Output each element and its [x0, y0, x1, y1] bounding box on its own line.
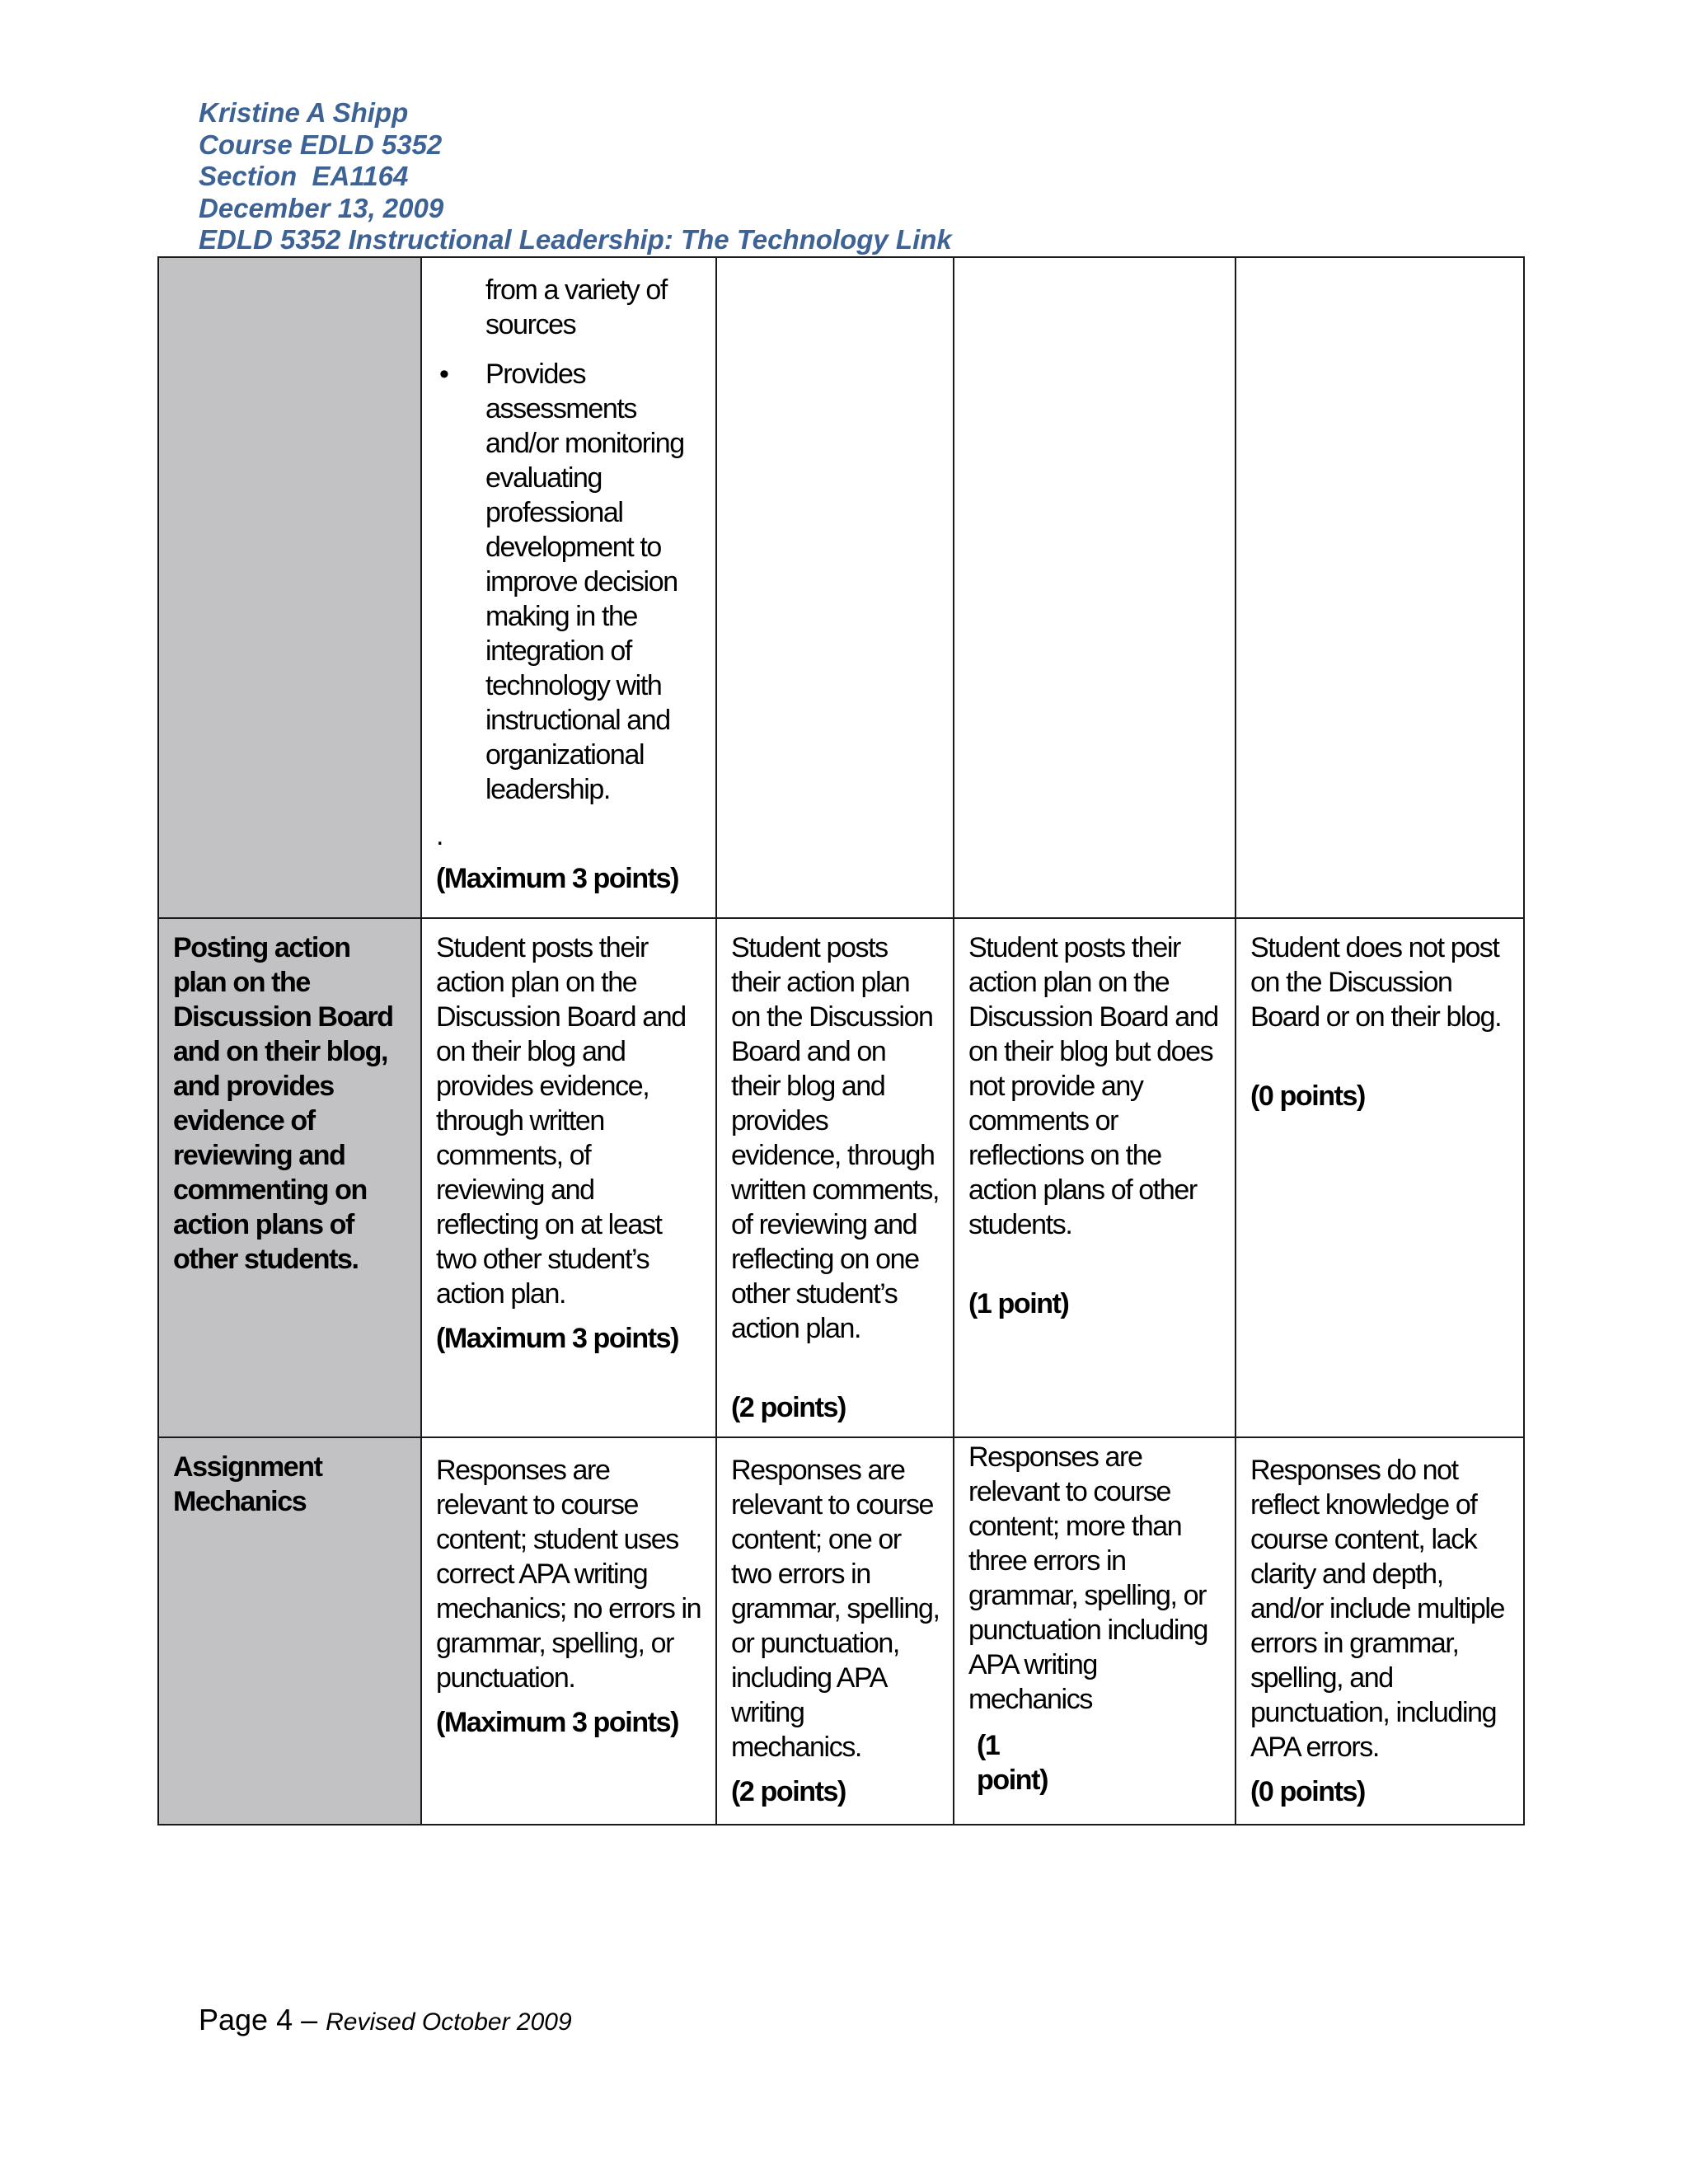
- document-header: [199, 97, 952, 256]
- course-title: EDLD 5352 Instructional Leadership: The Technology Link: [199, 224, 952, 255]
- criterion-cell: [158, 257, 421, 918]
- level-cell: [421, 1437, 716, 1825]
- points-label: (0 points): [1250, 1080, 1365, 1112]
- level-cell: [954, 257, 1236, 918]
- level-cell: [1236, 1437, 1524, 1825]
- level-cell: [954, 1437, 1236, 1825]
- points-label: (1 point): [977, 1730, 1048, 1796]
- rubric-table: [157, 256, 1525, 1825]
- level-description: Responses do not reflect knowledge of course content, lack clarity and depth, and/or include multiple errors in grammar, spelling, and punctuation, including APA errors.: [1250, 1455, 1504, 1763]
- page-number: Page 4 –: [199, 2003, 326, 2036]
- points-label: (Maximum 3 points): [436, 863, 679, 894]
- table-row: [158, 918, 1524, 1437]
- points-label: (Maximum 3 points): [436, 1323, 679, 1354]
- criterion-label: Posting action plan on the Discussion Board and on their blog, and provides evidence of reviewing and commenting on action plans of other students.: [173, 932, 393, 1275]
- points-label: (Maximum 3 points): [436, 1707, 679, 1738]
- points-label: (2 points): [731, 1776, 846, 1807]
- level-cell: [954, 918, 1236, 1437]
- level-cell: [421, 257, 716, 918]
- level-cell: [1236, 918, 1524, 1437]
- page-footer: [199, 2003, 572, 2037]
- points-label: (2 points): [731, 1392, 846, 1423]
- list-item: from a variety of sources: [485, 274, 667, 340]
- author-name: Kristine A Shipp: [199, 97, 409, 128]
- level-description: Student posts their action plan on the Discussion Board and on their blog but does not provide any comments or reflections on the action plans of other students.: [968, 932, 1218, 1240]
- level-description: Responses are relevant to course content; student uses correct APA writing mechanics; no errors in grammar, spelling, or punctuation.: [436, 1455, 701, 1694]
- level-description: Responses are relevant to course content; more than three errors in grammar, spelling, or punctuation including APA writing mechanics: [968, 1441, 1208, 1715]
- level-cell: [716, 1437, 954, 1825]
- section-label: Section EA1164: [199, 161, 409, 191]
- criterion-label: Assignment Mechanics: [173, 1451, 322, 1517]
- stray-dot: .: [436, 820, 443, 851]
- level-cell: [1236, 257, 1524, 918]
- criterion-cell: [158, 1437, 421, 1825]
- level-cell: [716, 257, 954, 918]
- points-label: (0 points): [1250, 1776, 1365, 1807]
- points-label: (1 point): [968, 1288, 1069, 1319]
- level-description: Student does not post on the Discussion Board or on their blog.: [1250, 932, 1502, 1033]
- revision-note: Revised October 2009: [326, 2008, 572, 2036]
- level-cell: [421, 918, 716, 1437]
- table-row: [158, 1437, 1524, 1825]
- level-description: Student posts their action plan on the Discussion Board and on their blog and provides evidence, through written comments, of reviewing and reflecting on at least two other student’s action plan.: [436, 932, 686, 1310]
- level-cell: [716, 918, 954, 1437]
- table-row: [158, 257, 1524, 918]
- criterion-cell: [158, 918, 421, 1437]
- criteria-list: [436, 273, 702, 807]
- date-label: December 13, 2009: [199, 192, 444, 223]
- list-item: • Provides assessments and/or monitoring evaluating professional development to improve decision making in the integration of technology with instructional and organizational leadership.: [485, 357, 702, 807]
- level-description: Student posts their action plan on the Discussion Board and on their blog and provides evidence, through written comments, of reviewing and reflecting on one other student’s action plan.: [731, 932, 940, 1344]
- course-label: Course EDLD 5352: [199, 129, 443, 160]
- level-description: Responses are relevant to course content; one or two errors in grammar, spelling, or punctuation, including APA writing mechanics.: [731, 1455, 940, 1763]
